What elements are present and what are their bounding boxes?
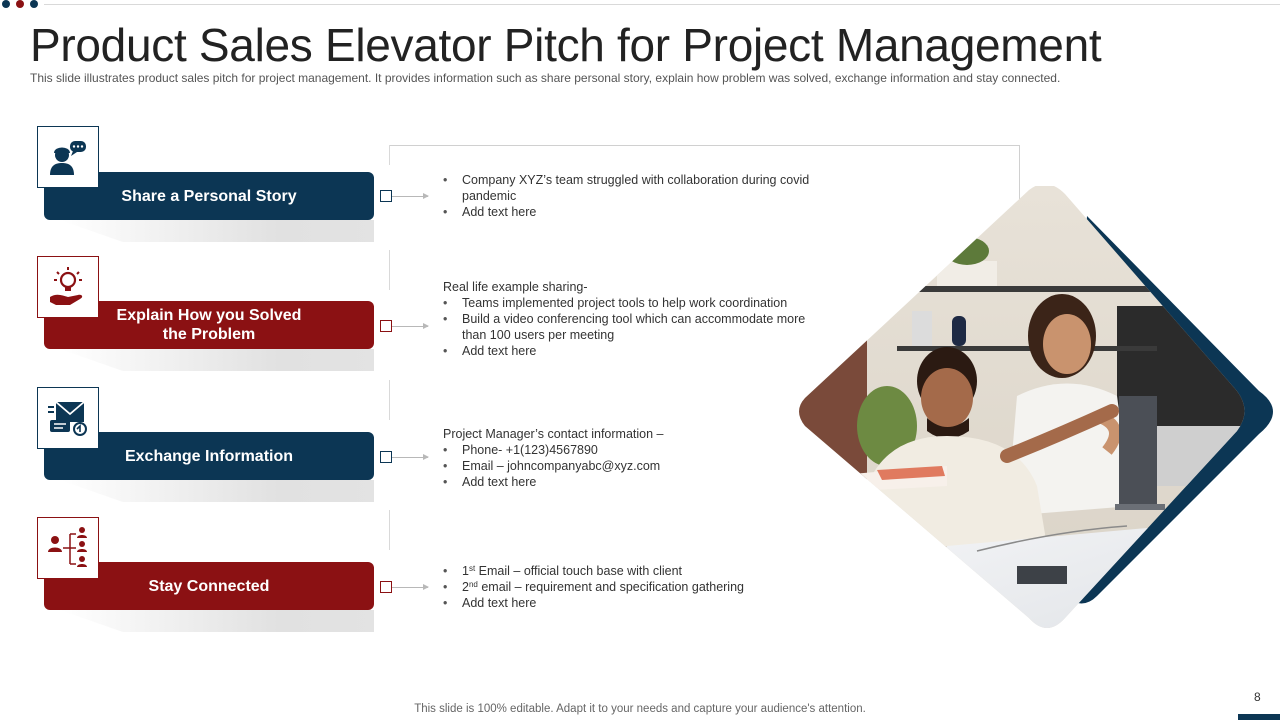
- section-1-label: Share a Personal Story: [121, 187, 297, 205]
- section-3-shadow: [60, 480, 374, 502]
- section-4-connector: [380, 581, 392, 593]
- section-1-icon-box: [37, 126, 99, 188]
- section-4-shadow: [60, 610, 374, 632]
- section-1-shadow: [60, 220, 374, 242]
- dot-navy-2: [30, 0, 38, 8]
- section-2-bullet-2: • Build a video conferencing tool which can accommodate more than 100 users per meeting: [443, 311, 813, 343]
- dot-navy: [2, 0, 10, 8]
- connector-vline-3: [389, 380, 390, 420]
- section-2-bullet-3: • Add text here: [443, 343, 813, 359]
- section-1-bullet-1: • Company XYZ’s team struggled with collaboration during covid pandemic: [443, 172, 843, 204]
- slide-footer: This slide is 100% editable. Adapt it to your needs and capture your audience's attention.: [414, 703, 866, 715]
- section-4-icon-box: [37, 517, 99, 579]
- section-4-text: [443, 563, 813, 611]
- person-chat-icon: [46, 137, 90, 177]
- section-2-text: [443, 279, 813, 359]
- page-number-bar: [1238, 714, 1280, 720]
- page-number: 8: [1254, 690, 1261, 704]
- section-3-bullet-1: • Phone- +1(123)4567890: [443, 442, 813, 458]
- section-3-arrow: [392, 457, 428, 458]
- section-2-connector: [380, 320, 392, 332]
- section-4-arrow: [392, 587, 428, 588]
- section-4-label: Stay Connected: [148, 577, 270, 595]
- section-3-text: [443, 426, 813, 490]
- section-3-lead: Project Manager’s contact information –: [443, 427, 664, 441]
- section-2-arrow: [392, 326, 428, 327]
- section-1-connector: [380, 190, 392, 202]
- slide-title: Product Sales Elevator Pitch for Project Management: [30, 19, 1102, 71]
- top-rule: [44, 4, 1280, 5]
- dot-maroon: [16, 0, 24, 8]
- section-3-icon-box: [37, 387, 99, 449]
- section-1-arrow: [392, 196, 428, 197]
- section-2-lead: Real life example sharing-: [443, 280, 588, 294]
- section-2-shadow: [60, 349, 374, 371]
- section-2-icon-box: [37, 256, 99, 318]
- section-3-bullet-3: • Add text here: [443, 474, 813, 490]
- section-4-bullet-1: • 1st Email – official touch base with client: [443, 563, 813, 579]
- section-1-bullet-2: • Add text here: [443, 204, 843, 220]
- network-people-icon: [46, 526, 90, 570]
- slide-dots: [2, 0, 38, 8]
- slide-subtitle: This slide illustrates product sales pitch for project management. It provides information such as share personal story, explain how problem was solved, exchange information and stay connected.: [30, 71, 1061, 85]
- section-4-bullet-2: • 2nd email – requirement and specification gathering: [443, 579, 813, 595]
- connector-vline-2: [389, 250, 390, 290]
- section-1-text: [443, 172, 843, 220]
- section-3-label: Exchange Information: [124, 447, 294, 465]
- connector-vline-1: [389, 145, 390, 165]
- lightbulb-hand-icon: [46, 265, 90, 309]
- section-2-label-line-1: Explain How you Solved: [116, 307, 302, 324]
- section-3-bullet-2: • Email – johncompanyabc@xyz.com: [443, 458, 813, 474]
- section-3-connector: [380, 451, 392, 463]
- team-photo-illustration: [797, 186, 1280, 636]
- mail-exchange-icon: [46, 398, 90, 438]
- connector-frame-top: [389, 145, 1020, 146]
- team-photo: [797, 186, 1280, 636]
- section-4-bullet-3: • Add text here: [443, 595, 813, 611]
- connector-vline-4: [389, 510, 390, 550]
- section-2-label-line-2: the Problem: [162, 326, 256, 343]
- section-2-bullet-1: • Teams implemented project tools to help work coordination: [443, 295, 813, 311]
